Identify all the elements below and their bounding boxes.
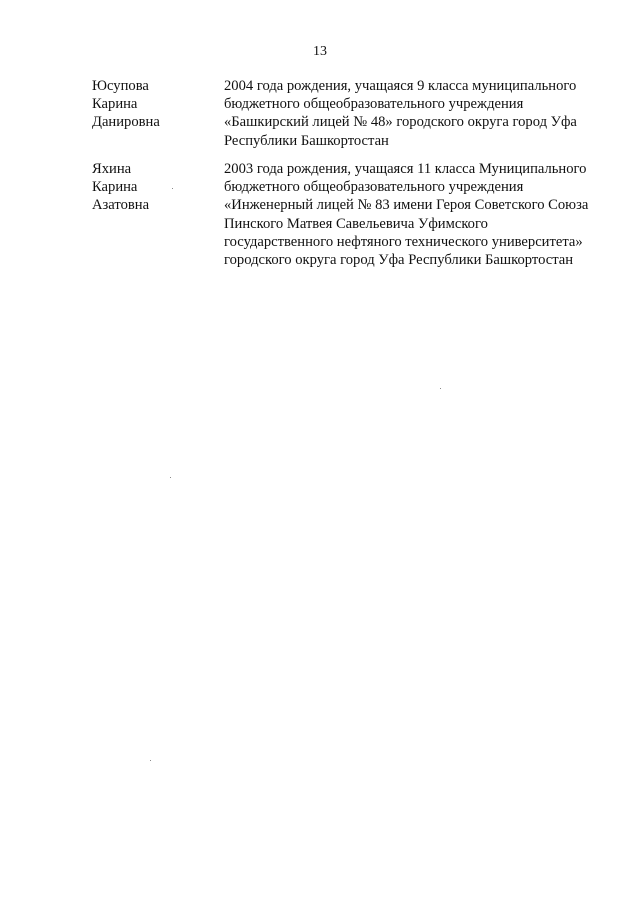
page-number: 13 (313, 44, 327, 59)
description-line: Республики Башкортостан (224, 132, 389, 149)
patronymic: Данировна (92, 114, 160, 131)
scan-speck (440, 388, 441, 389)
surname: Юсупова (92, 78, 149, 94)
description-line: Пинского Матвея Савельевича Уфимского (224, 215, 488, 232)
description-line: «Инженерный лицей № 83 имени Героя Советского Союза (224, 197, 589, 214)
patronymic: Азатовна (92, 197, 150, 214)
scan-speck (170, 477, 171, 478)
description-line: 2004 года рождения, учащаяся 9 класса муниципального (224, 78, 577, 94)
awardee-description (224, 77, 614, 150)
first-name: Карина (92, 179, 138, 196)
description-line: бюджетного общеобразовательного учреждения (224, 96, 524, 113)
awardee-name (92, 160, 212, 215)
description-line: «Башкирский лицей № 48» городского округа город Уфа (224, 114, 577, 131)
scan-speck (150, 760, 151, 761)
description-line: бюджетного общеобразовательного учреждения (224, 179, 524, 196)
surname: Яхина (92, 161, 132, 177)
description-line: государственного нефтяного технического университета» (224, 233, 583, 250)
description-line: городского округа город Уфа Республики Башкортостан (224, 252, 574, 269)
awardee-name (92, 77, 212, 132)
description-line: 2003 года рождения, учащаяся 11 класса Муниципального (224, 161, 587, 177)
awardee-description (224, 160, 614, 269)
scan-speck (172, 188, 173, 189)
first-name: Карина (92, 96, 138, 113)
